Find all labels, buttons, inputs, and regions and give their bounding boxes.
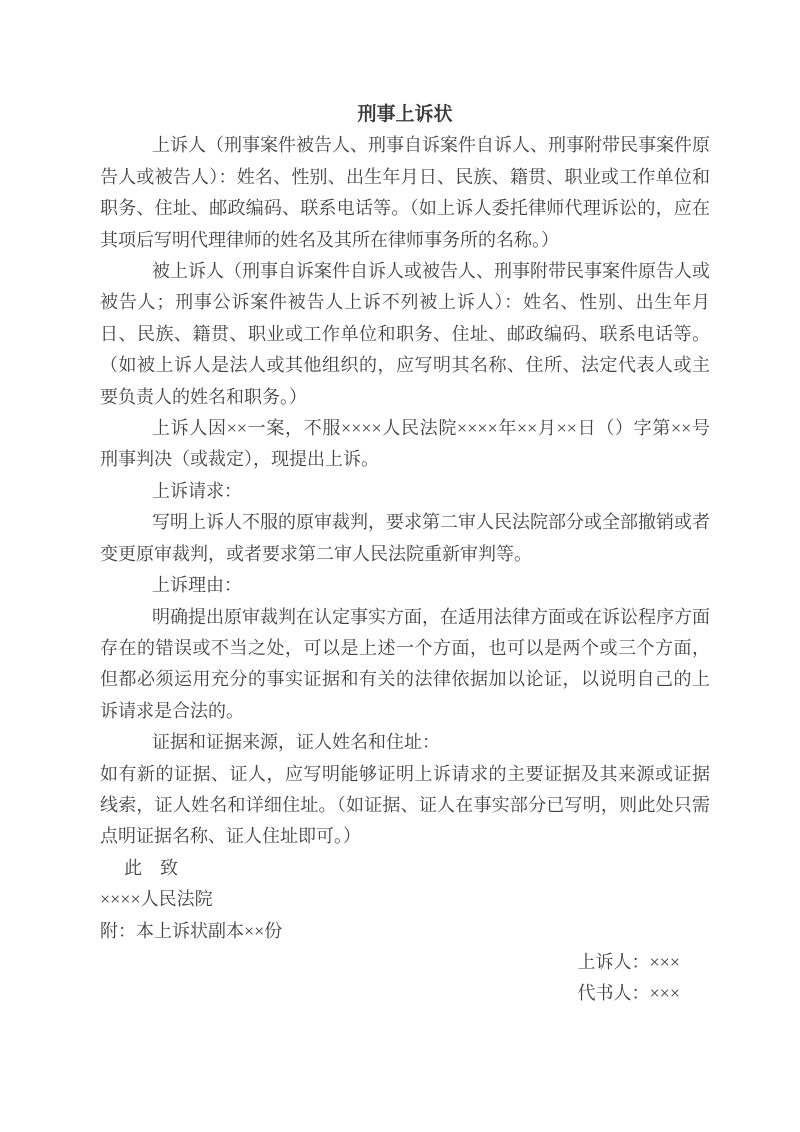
- signature-scribe-line: 代书人：×××: [577, 983, 680, 1004]
- heading-evidence: 证据和证据来源，证人姓名和住址：: [152, 732, 440, 753]
- paragraph-case-intro: 上诉人因××一案，不服××××人民法院××××年××月××日（）字第××号刑事判决（或裁定），现提出上诉。: [100, 418, 710, 470]
- paragraph-evidence: 如有新的证据、证人，应写明能够证明上诉请求的主要证据及其来源或证据线索，证人姓名和详细住址。（如证据、证人在事实部分已写明，则此处只需点明证据名称、证人住址即可。）: [100, 763, 710, 847]
- closing-court-name-line: ××××人民法院: [100, 889, 213, 910]
- document-title: 刑事上诉状: [357, 104, 453, 125]
- heading-appeal-reasons: 上诉理由：: [152, 575, 242, 596]
- paragraph-appellee-info: 被上诉人（刑事自诉案件自诉人或被告人、刑事附带民事案件原告人或被告人；刑事公诉案件被告人上诉不列被上诉人）：姓名、性别、出生年月日、民族、籍贯、职业或工作单位和职务、住址、邮政编码、联系电话等。（如被上诉人是法人或其他组织的，应写明其名称、住所、法定代表人或主要负责人的姓名和职务。）: [100, 261, 710, 407]
- heading-appeal-request: 上诉请求：: [152, 480, 242, 501]
- signature-appellant-line: 上诉人：×××: [577, 951, 680, 972]
- paragraph-appeal-reasons: 明确提出原审裁判在认定事实方面，在适用法律方面或在诉讼程序方面存在的错误或不当之处，可以是上述一个方面，也可以是两个或三个方面，但都必须运用充分的事实证据和有关的法律依据加以论证，以说明自己的上诉请求是合法的。: [100, 606, 710, 721]
- paragraph-appeal-request: 写明上诉人不服的原审裁判，要求第二审人民法院部分或全部撤销或者变更原审裁判，或者要求第二审人民法院重新审判等。: [100, 512, 710, 564]
- closing-salute-line: 此 致: [124, 857, 178, 878]
- closing-attachment-line: 附：本上诉状副本××份: [100, 920, 283, 941]
- paragraph-appellant-info: 上诉人（刑事案件被告人、刑事自诉案件自诉人、刑事附带民事案件原告人或被告人）：姓名、性别、出生年月日、民族、籍贯、职业或工作单位和职务、住址、邮政编码、联系电话等。（如上诉人委托律师代理诉讼的，应在其项后写明代理律师的姓名及其所在律师事务所的名称。）: [100, 135, 710, 250]
